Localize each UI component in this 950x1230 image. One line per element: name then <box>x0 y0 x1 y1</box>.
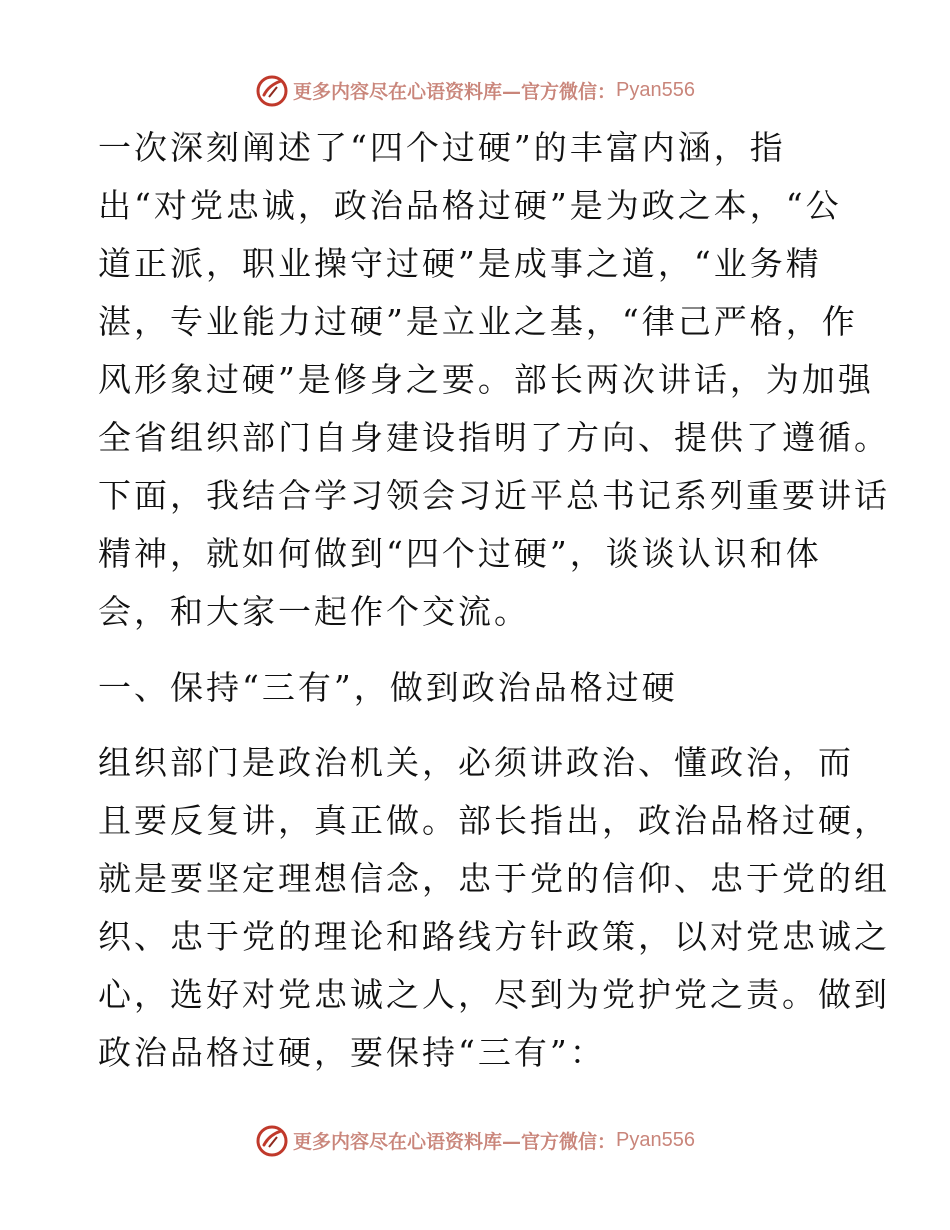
paragraph-2-line-5: 心，选好对党忠诚之人，尽到为党护党之责。做到 <box>98 975 890 1014</box>
paragraph-1-line-5: 风形象过硬”是修身之要。部长两次讲话，为加强 <box>98 360 874 399</box>
logo-icon <box>255 1123 289 1157</box>
paragraph-2-line-4: 织、忠于党的理论和路线方针政策，以对党忠诚之 <box>98 917 890 956</box>
paragraph-1-line-6: 全省组织部门自身建设指明了方向、提供了遵循。 <box>98 418 890 457</box>
watermark-text: 更多内容尽在心语资料库—官方微信： <box>293 1130 617 1153</box>
section-heading-1: 一、保持“三有”，做到政治品格过硬 <box>98 668 678 707</box>
paragraph-1-line-3: 道正派，职业操守过硬”是成事之道，“业务精 <box>98 244 822 283</box>
paragraph-1-line-2: 出“对党忠诚，政治品格过硬”是为政之本，“公 <box>98 186 842 225</box>
paragraph-2-line-3: 就是要坚定理想信念，忠于党的信仰、忠于党的组 <box>98 859 890 898</box>
paragraph-1-line-4: 湛，专业能力过硬”是立业之基，“律己严格，作 <box>98 302 858 341</box>
watermark-banner-bottom <box>0 1120 950 1160</box>
paragraph-1-line-8: 精神，就如何做到“四个过硬”，谈谈认识和体 <box>98 534 822 573</box>
watermark-id: Pyan556 <box>616 78 695 101</box>
paragraph-2-line-6: 政治品格过硬，要保持“三有”： <box>98 1033 606 1072</box>
watermark-text: 更多内容尽在心语资料库—官方微信： <box>293 80 617 103</box>
paragraph-2-line-1: 组织部门是政治机关，必须讲政治、懂政治，而 <box>98 743 854 782</box>
paragraph-1-line-9: 会，和大家一起作个交流。 <box>98 592 530 631</box>
watermark-id: Pyan556 <box>616 1128 695 1151</box>
paragraph-2-line-2: 且要反复讲，真正做。部长指出，政治品格过硬， <box>98 801 890 840</box>
paragraph-1-line-1: 一次深刻阐述了“四个过硬”的丰富内涵，指 <box>98 128 786 167</box>
paragraph-1-line-7: 下面，我结合学习领会习近平总书记系列重要讲话 <box>98 476 890 515</box>
